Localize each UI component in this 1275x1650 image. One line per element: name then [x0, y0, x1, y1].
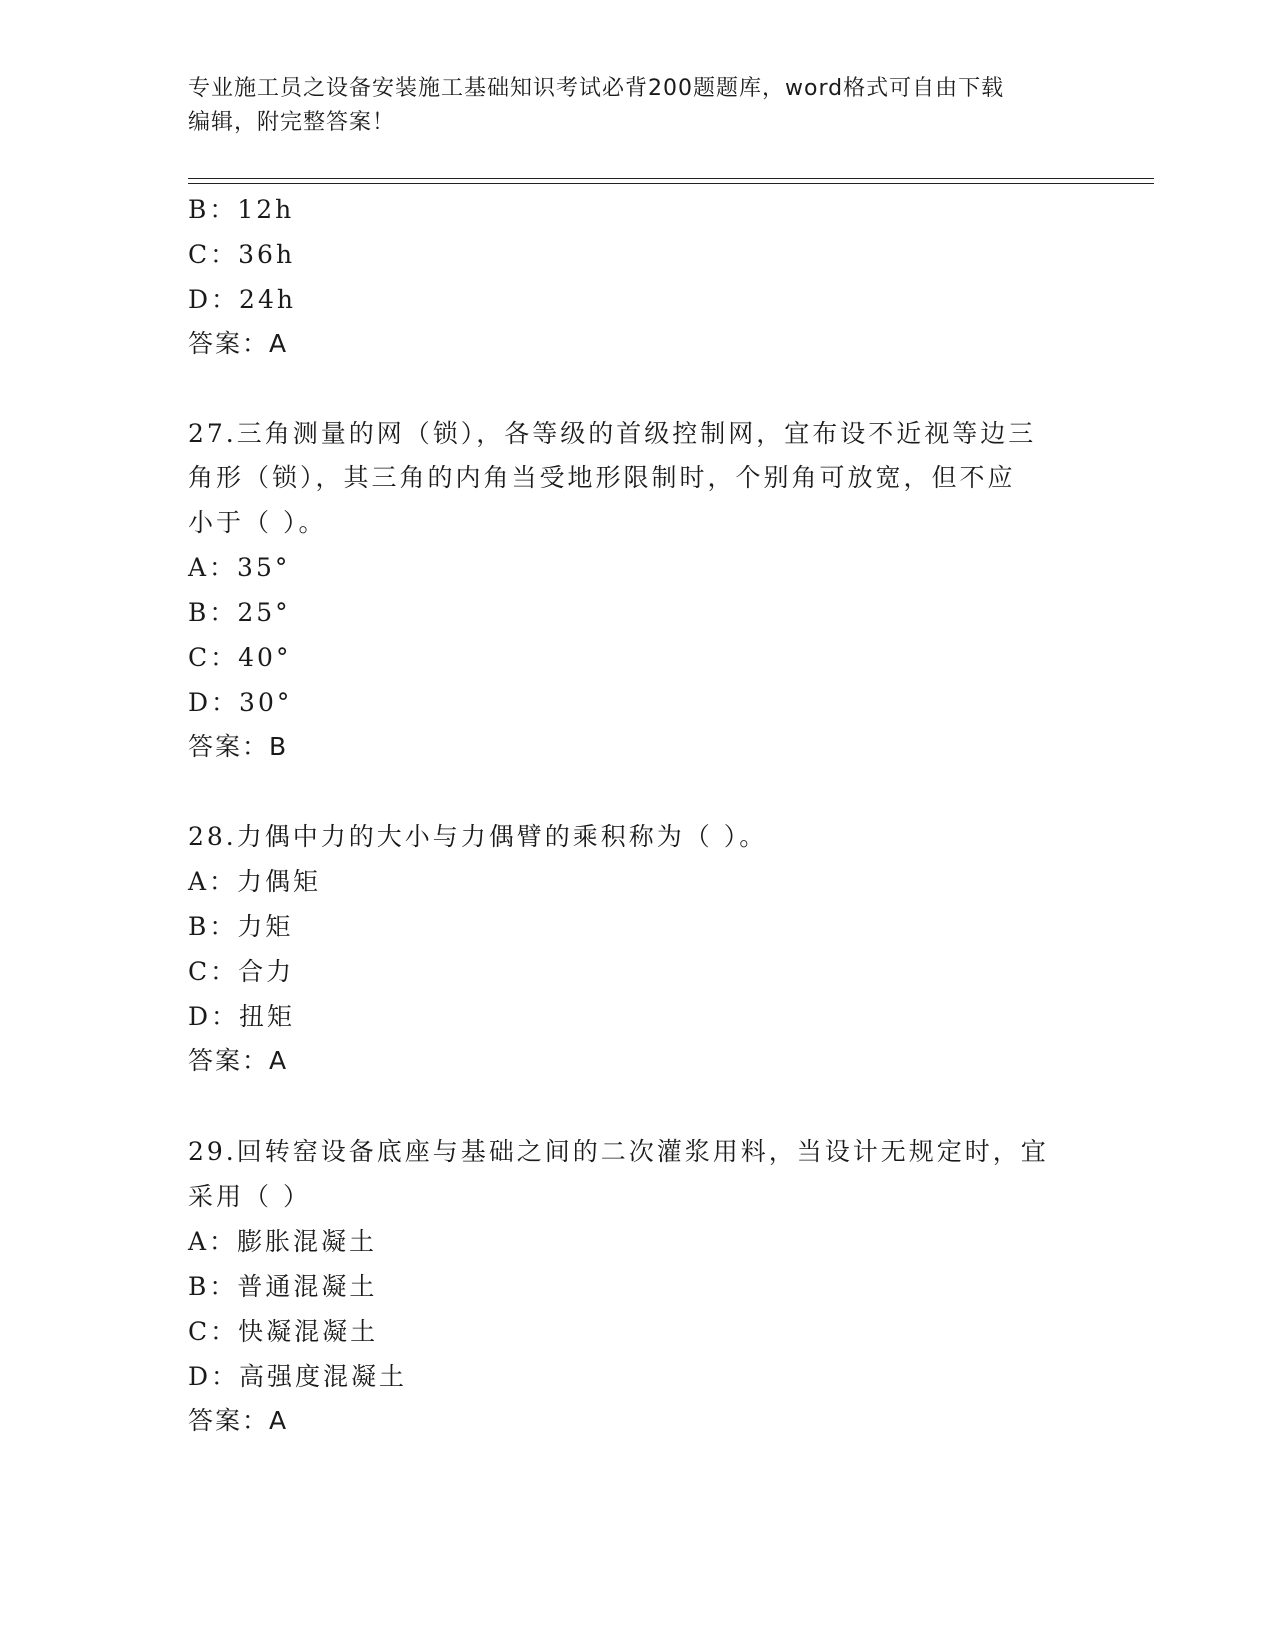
q26-option-b: B：12h — [188, 195, 295, 224]
q29-option-b: B：普通混凝土 — [188, 1272, 378, 1301]
q27-option-c: C：40° — [188, 643, 292, 672]
q27-option-d: D：30° — [188, 688, 293, 717]
q27-stem-line-3: 小于（ ）。 — [188, 508, 327, 537]
q26-option-c: C：36h — [188, 240, 296, 269]
q27-answer: 答案：B — [188, 732, 289, 761]
q28-stem-line-1: 28.力偶中力的大小与力偶臂的乘积称为（ ）。 — [188, 822, 768, 851]
q28-option-c: C：合力 — [188, 957, 295, 986]
q26-answer: 答案：A — [188, 329, 289, 358]
header-line-2: 编辑，附完整答案！ — [188, 110, 396, 135]
q29-stem-line-1: 29.回转窑设备底座与基础之间的二次灌浆用料，当设计无规定时，宜 — [188, 1137, 1049, 1166]
q27-option-b: B：25° — [188, 598, 291, 627]
q26-option-d: D：24h — [188, 285, 296, 314]
header-divider-bottom — [188, 183, 1154, 184]
q28-option-a: A：力偶矩 — [188, 867, 322, 896]
q27-stem-line-1: 27.三角测量的网（锁），各等级的首级控制网，宜布设不近视等边三 — [188, 419, 1037, 448]
q29-answer: 答案：A — [188, 1406, 289, 1435]
q29-stem-line-2: 采用（ ） — [188, 1182, 311, 1211]
q29-option-d: D：高强度混凝土 — [188, 1362, 408, 1391]
q28-option-d: D：扭矩 — [188, 1002, 296, 1031]
q29-option-c: C：快凝混凝土 — [188, 1317, 379, 1346]
q27-stem-line-2: 角形（锁），其三角的内角当受地形限制时，个别角可放宽，但不应 — [188, 463, 1016, 492]
q28-option-b: B：力矩 — [188, 912, 294, 941]
header-divider-top — [188, 178, 1154, 179]
header-line-1: 专业施工员之设备安装施工基础知识考试必背200题题库，word格式可自由下载 — [188, 76, 1005, 101]
q28-answer: 答案：A — [188, 1046, 289, 1075]
page-header — [188, 72, 1088, 140]
q27-option-a: A：35° — [188, 553, 291, 582]
q29-option-a: A：膨胀混凝土 — [188, 1227, 378, 1256]
